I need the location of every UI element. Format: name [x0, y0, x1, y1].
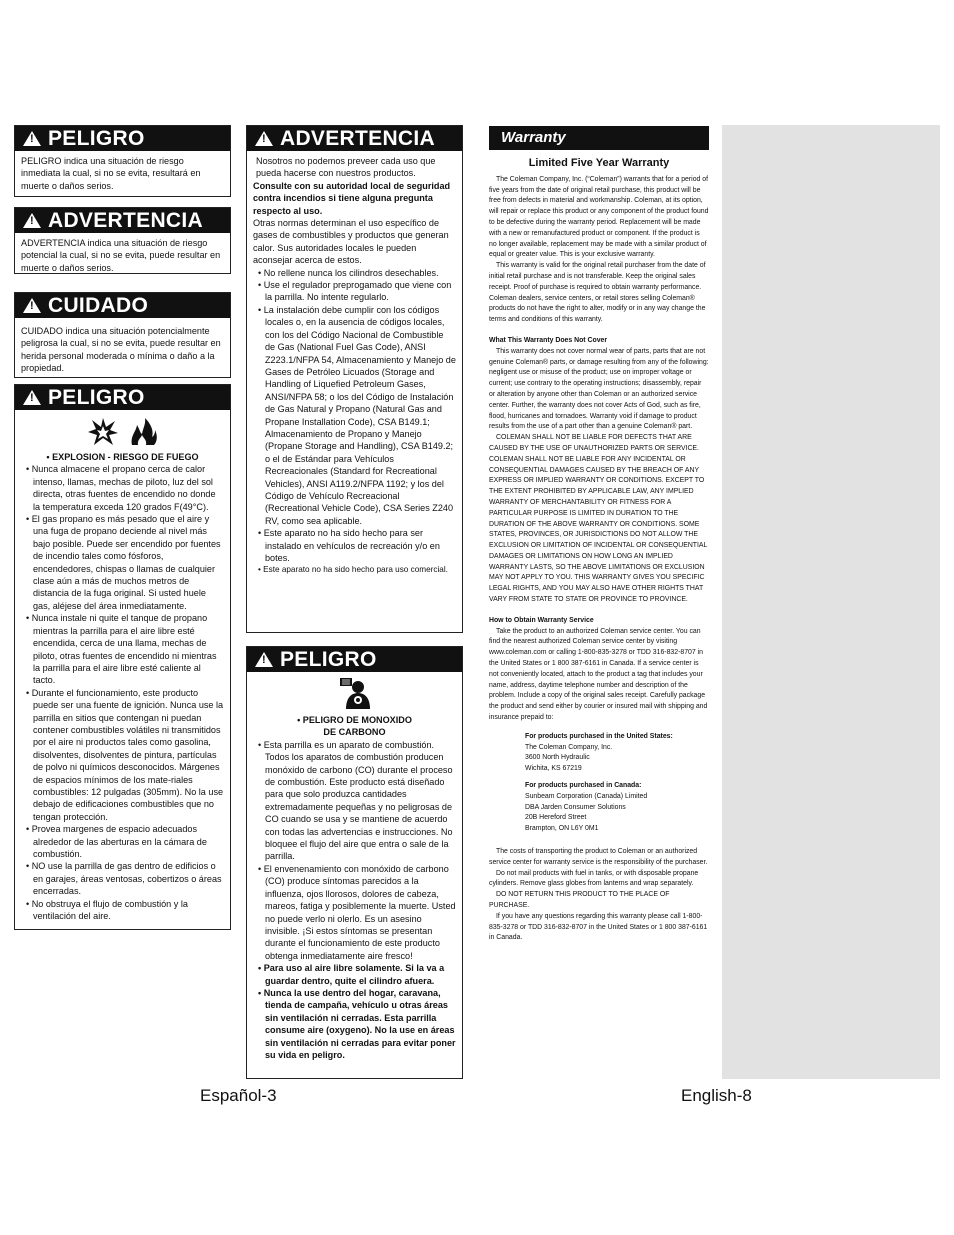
list-item: • Para uso al aire libre solamente. Si la va a guardar dentro, quite el cilindro afuera.	[253, 962, 456, 987]
cuidado-box	[14, 292, 231, 378]
warranty-p1: The Coleman Company, Inc. (“Coleman”) warrants that for a period of five years from the date of original retail purchase, this product will be free from defects in material and workmanship. Coleman, at its option, will repair or replace this product or any component of the product found to be defective during the warranty period. Replacement will be made with a new or remanufactured product or component. If the product is no longer available, replacement may be made with a similar product of equal or greater value. This is your exclusive warranty.	[489, 175, 709, 259]
explosion-heading: • EXPLOSION - RIESGO DE FUEGO	[46, 452, 199, 462]
warranty-p5: Take the product to an authorized Coleman service center. You can find the nearest authorized Coleman service center by visiting www.coleman.com or calling 1-800-835-3278 or TDD 316-832-8707 in the United States or 1 800 387-6161 in Canada. If a service center is not conveniently located, attach to the product a tag that includes your name, address, daytime telephone number and description of the problem. Include a copy of the original sales receipt. Carefully package the product and send either by courier or insured mail with shipping and insurance prepaid to:	[489, 627, 708, 722]
peligro-title-1: PELIGRO	[48, 126, 145, 150]
peligro-title-2: PELIGRO	[48, 385, 145, 409]
peligro-text-1: PELIGRO indica una situación de riesgo inmediata la cual, si no se evita, resultará en muerte o daños serios.	[21, 156, 201, 191]
list-item: • No obstruya el flujo de combustión y la ventilación del aire.	[21, 898, 224, 923]
warning-triangle-icon	[255, 652, 273, 667]
fire-icon	[128, 418, 158, 446]
address-line: Sunbeam Corporation (Canada) Limited	[525, 792, 648, 800]
peligro-title-3: PELIGRO	[280, 647, 377, 671]
list-item: • Durante el funcionamiento, este producto puede ser una fuente de ignición. Nunca use la parrilla en sitios que contengan ni puedan contener combustibles volátiles ni transmitidos por el aire ni productos tales como gasolina, disolventes, disolventes de pintura, partículas de polvo ni químicos desconocidos. Márgenes de espacios mínimos de los mate-riales combustibles: 12 pulgadas (305mm). No la use debajo de edificaciones combustibles que no tengan protección.	[21, 687, 224, 823]
warranty-p8: DO NOT RETURN THIS PRODUCT TO THE PLACE OF PURCHASE.	[489, 891, 670, 909]
list-item: • Este aparato no ha sido hecho para ser instalado en vehículos de recreación y/o en botes.	[253, 527, 456, 564]
cuidado-title: CUIDADO	[48, 293, 149, 317]
warranty-p6: The costs of transporting the product to Coleman or an authorized service center for warranty service is the responsibility of the purchaser.	[489, 848, 708, 866]
list-item: • No rellene nunca los cilindros desechables.	[253, 267, 456, 279]
peligro-box-2	[14, 384, 231, 930]
footer-page-left: Español-3	[200, 1086, 277, 1105]
warranty-p2: This warranty is valid for the original retail purchaser from the date of initial retail purchase and is not transferable. Keep the original sales receipt. Proof of purchase is required to obtain warranty performance. Coleman dealers, service centers, or retail stores selling Coleman® products do not have the right to alter, modify or in any way change the terms and conditions of this warranty.	[489, 262, 706, 324]
list-item: • El gas propano es más pesado que el aire y una fuga de propano deciende al nivel más bajo posible. Puede ser encendido por fuentes de incendio tales como fósforos, encendedores, chispas o llamas de cualquier clase aún a más de muchos metros de distancia de la fuga original. Si usted huele gas, aléjese del área inmediatamente.	[21, 513, 224, 612]
address-line: Wichita, KS 67219	[525, 765, 582, 773]
warranty-p7: Do not mail products with fuel in tanks, or with disposable propane cylinders. Remove glass globes from lanterns and wrap separately.	[489, 869, 699, 888]
peligro-header-1	[15, 126, 230, 151]
peligro-header-2	[15, 385, 230, 410]
list-item: • La instalación debe cumplir con los códigos locales o, en la ausencia de códigos locales, con los del Código Nacional de Combustible de Gas (National Fuel Gas Code), ANSI Z223.1/NFPA 54, Almacenamiento y Manejo de Gases de Petróleo Licuados (Storage and Handling of Liquefied Petroleum Gases, ANSI/NFPA 58; o los del Código de Instalación de Gas Natural y Propano (Natural Gas and Propane Installation Code), CSA B149.1; Almacenamiento de Propano y Manejo (Propane Storage and Handling), CSA B149.2; o el de Estándar para Vehículos Recreacionales (Standard for Recreational Vehicles), ANSI A119.2/NFPA 1192; y los del Código de Vehículo Recreacional (Recreational Vehicle Code), CSA Series Z240 RV, como sea aplicable.	[253, 304, 456, 527]
list-item: • Nunca instale ni quite el tanque de propano mientras la parrilla para el aire libre esté encendida, cerca de una llama, mechas de piloto, otras fuentes de encendido ni mientras la parrilla para el aire libre esté caliente al tacto.	[21, 612, 224, 686]
warranty-p9: If you have any questions regarding this warranty please call 1-800-835-3278 or TDD 316-832-8707 in the United States or 1 800 387-6161 in Canada.	[489, 912, 708, 942]
warning-triangle-icon	[23, 298, 41, 313]
list-item: • El envenenamiento con monóxido de carbono (CO) produce síntomas parecidos a la influenza, ojos llorosos, dolores de cabeza, mareos, fatiga y posiblemente la muerte. Usted no puede verlo ni olerlo. Es un asesino invisible. ¡Si estos síntomas se presentan durante el funcionamiento de este producto obtenga inmediatamente aire fresco!	[253, 863, 456, 962]
peligro-box-3	[246, 646, 463, 1079]
address-line: 3600 North Hydraulic	[525, 754, 590, 762]
advertencia-title-1: ADVERTENCIA	[48, 208, 203, 232]
peligro-header-3	[247, 647, 462, 672]
peligro-box-1	[14, 125, 231, 197]
co-pictogram	[247, 672, 462, 711]
list-item: • Este aparato no ha sido hecho para uso comercial.	[253, 564, 456, 576]
explosion-icon	[88, 418, 118, 446]
advertencia-header-2	[247, 126, 462, 151]
advertencia-text-1: ADVERTENCIA indica una situación de riesgo potencial la cual, si no se evita, puede resultar en muerte o daños serios.	[21, 238, 221, 273]
list-item: • NO use la parrilla de gas dentro de edificios o en garajes, áreas ventosas, cobertizos o áreas encerradas.	[21, 860, 224, 897]
warranty-not-cover-heading: What This Warranty Does Not Cover	[489, 336, 608, 344]
warranty-title: Limited Five Year Warranty	[528, 157, 670, 169]
ca-address-heading: For products purchased in Canada:	[525, 782, 642, 790]
list-item: • Nunca la use dentro del hogar, caravana, tienda de campaña, vehículo u otras áreas sin ventilación ni cerradas. Esta parrilla consume aire (oxygeno). No la use en áreas sin ventilación ni cerradas para evitar poner su vida en peligro.	[253, 987, 456, 1061]
warning-triangle-icon	[23, 213, 41, 228]
list-item: • Nunca almacene el propano cerca de calor intenso, llamas, mechas de piloto, luz del sol directa, otras fuentes de encendido no donde la temperatura exceda 120 grados F(49°C).	[21, 463, 224, 513]
advertencia-intro-bold: Consulte con su autoridad local de seguridad contra incendios si tiene alguna pregunta respecto al uso.	[253, 180, 451, 216]
cuidado-text: CUIDADO indica una situación potencialmente peligrosa la cual, si no se evita, puede resultar en herida personal moderada o mínima o daño a la propiedad.	[21, 326, 221, 374]
address-line: 20B Hereford Street	[525, 814, 587, 822]
advertencia-intro: Nosotros no podemos preveer cada uso que pueda hacerse con nuestros productos.	[256, 156, 436, 179]
us-address-heading: For products purchased in the United States:	[525, 732, 673, 740]
list-item: • Esta parrilla es un aparato de combustión. Todos los aparatos de combustión producen monóxido de carbono (CO) durante el proceso de combustión. Este producto está diseñado para que solo produzca cantidades extremadamente pequeñas y no peligrosas de CO cuando se usa y se mantiene de acuerdo con todas las advertencias e instrucciones. No bloquee el flujo del aire que entra o sale de la parrilla.	[253, 739, 456, 863]
warning-triangle-icon	[23, 390, 41, 405]
hazard-pictograms	[15, 410, 230, 448]
advertencia-title-2: ADVERTENCIA	[280, 126, 435, 150]
address-line: The Coleman Company, Inc.	[525, 743, 613, 751]
warning-triangle-icon	[23, 131, 41, 146]
warranty-section	[489, 126, 709, 944]
co-heading-1: • PELIGRO DE MONOXIDO	[297, 715, 412, 725]
address-line: Brampton, ON L6Y 0M1	[525, 825, 599, 833]
advertencia-header-1	[15, 208, 230, 233]
list-item: • Provea margenes de espacio adecuados alrededor de las aberturas en la cámara de combustión.	[21, 823, 224, 860]
warning-triangle-icon	[255, 131, 273, 146]
carbon-monoxide-icon	[338, 677, 372, 709]
gray-panel	[722, 125, 940, 1079]
co-heading-2: DE CARBONO	[323, 727, 386, 738]
advertencia-intro-2: Otras normas determinan el uso específico de gases de combustibles y productos que generan calor. Sus autoridades locales le pueden aconsejar acerca de estos.	[253, 218, 449, 266]
list-item: • Use el regulador preprogamado que viene con la parrilla. No intente regularlo.	[253, 279, 456, 304]
warranty-header: Warranty	[489, 126, 709, 150]
advertencia-box-2	[246, 125, 463, 633]
footer-page-right: English-8	[681, 1086, 752, 1105]
warranty-service-heading: How to Obtain Warranty Service	[489, 616, 594, 624]
advertencia-box-1	[14, 207, 231, 274]
address-line: DBA Jarden Consumer Solutions	[525, 803, 626, 811]
warranty-p4: COLEMAN SHALL NOT BE LIABLE FOR DEFECTS THAT ARE CAUSED BY THE USE OF UNAUTHORIZED PARTS OR SERVICE. COLEMAN SHALL NOT BE LIABLE FOR ANY INCIDENTAL OR CONSEQUENTIAL DAMAGES CAUSED BY THE BREACH OF ANY EXPRESS OR IMPLIED WARRANTY OR CONDITIONS. EXCEPT TO THE EXTENT PROHIBITED BY APPLICABLE LAW, ANY IMPLIED WARRANTY OF MERCHANTABILITY OR FITNESS FOR A PARTICULAR PURPOSE IS LIMITED IN DURATION TO THE DURATION OF THE ABOVE WARRANTY OR CONDITIONS. SOME STATES, PROVINCES, OR JURISDICTIONS DO NOT ALLOW THE EXCLUSION OR LIMITATION OF INCIDENTAL OR CONSEQUENTIAL DAMAGES OR LIMITATIONS ON HOW LONG AN IMPLIED WARRANTY LASTS, SO THE ABOVE LIMITATIONS OR EXCLUSION MAY NOT APPLY TO YOU. THIS WARRANTY GIVES YOU SPECIFIC LEGAL RIGHTS, AND YOU MAY ALSO HAVE OTHER RIGHTS THAT VARY FROM STATE TO STATE OR PROVINCE TO PROVINCE.	[489, 434, 708, 604]
warranty-p3: This warranty does not cover normal wear of parts, parts that are not genuine Coleman® parts, or damage resulting from any of the following: negligent use or misuse of the product; use on improper voltage or current; use contrary to the operating instructions; disassembly, repair or alteration by anyone other than Coleman or an authorized service center. Further, the warranty does not cover Acts of God, such as fire, flood, hurricanes and tornadoes. Warranty void if damage to product results from the use of a part other than a genuine Coleman® part.	[489, 347, 709, 431]
cuidado-header	[15, 293, 230, 318]
